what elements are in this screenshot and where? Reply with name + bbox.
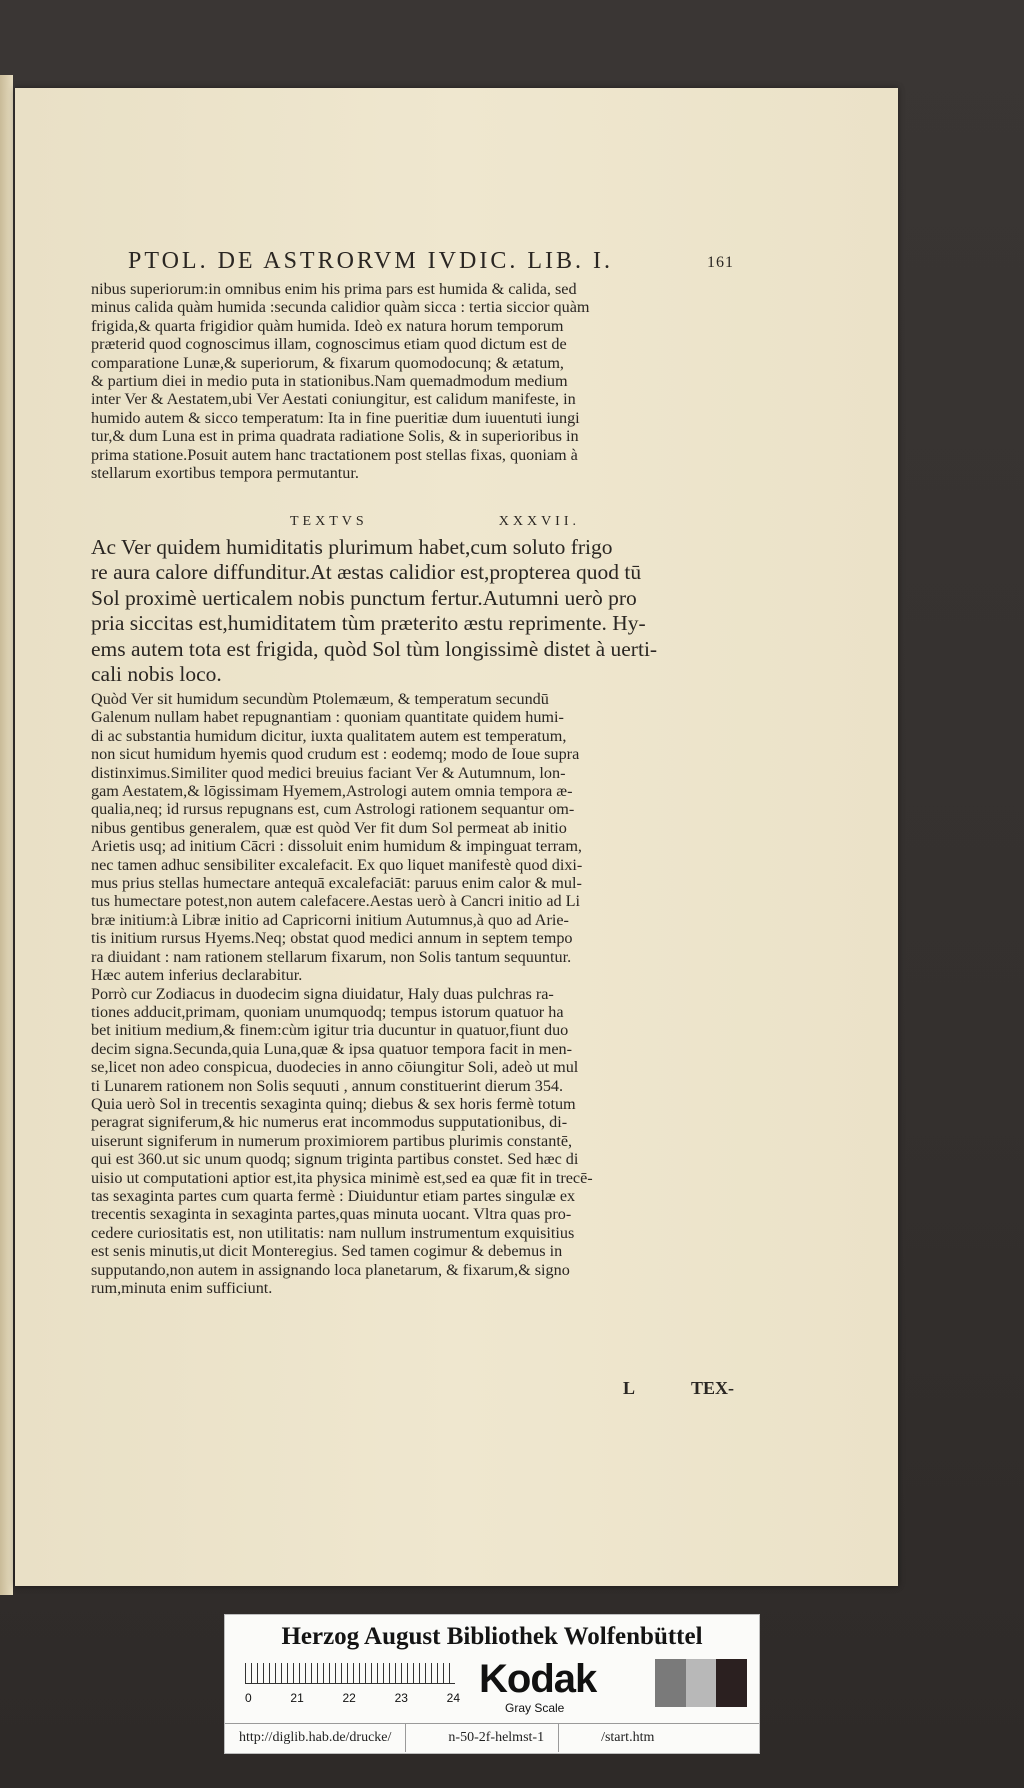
color-target-card xyxy=(224,1614,760,1754)
gray-swatch xyxy=(686,1659,717,1707)
text-line: ra diuidant : nam rationem stellarum fixarum, non Solis tantum sequuntur. xyxy=(91,947,572,966)
library-name: Herzog August Bibliothek Wolfenbüttel xyxy=(281,1623,703,1650)
brand-logo: Kodak xyxy=(479,1657,597,1701)
commentary-block-2 xyxy=(91,690,733,1297)
signature-mark: L xyxy=(623,1378,636,1398)
text-line: minus calida quàm humida :secunda calidior quàm sicca : tertia siccior quàm xyxy=(91,298,590,317)
text-line: qualia,neq; id rursus repugnans est, cum Astrologi rationem sequantur om- xyxy=(91,800,575,819)
running-head-title: PTOL. DE ASTRORVM IVDIC. LIB. I. xyxy=(128,248,613,274)
catchword: TEX- xyxy=(690,1378,734,1398)
url-separator xyxy=(558,1724,587,1752)
url-prefix: http://diglib.hab.de/drucke/ xyxy=(239,1730,392,1745)
main-text-line: pria siccitas est,humiditatem tùm præterito æstu reprimente. Hy- xyxy=(91,611,646,636)
commentary-block xyxy=(91,280,733,482)
text-line: est senis minutis,ut dicit Monteregius. Sed tamen cogimur & debemus in xyxy=(91,1242,563,1261)
url-row xyxy=(225,1723,759,1752)
text-line: nec tamen adhuc sensibiliter excalefacit. Ex quo liquet manifestè quod dixi- xyxy=(91,855,583,874)
ruler-number: 0 xyxy=(245,1691,252,1705)
text-line: qui est 360.ut sic unum quodq; signum triginta partibus constet. Sed hæc di xyxy=(91,1150,579,1169)
text-line: gam Aestatem,& lōgissimam Hyemem,Astrologi autem omnia tempora æ- xyxy=(91,782,573,801)
text-line: supputando,non autem in assignando loca planetarum, & fixarum,& signo xyxy=(91,1260,570,1279)
ruler-scale xyxy=(245,1663,455,1684)
text-line: tur,& dum Luna est in prima quadrata radiatione Solis, & in superioribus in xyxy=(91,427,579,446)
section-heading xyxy=(290,514,580,530)
main-text-line: re aura calore diffunditur.At æstas calidior est,propterea quod tū xyxy=(91,560,642,585)
text-line: humido autem & sicco temperatum: Ita in fine pueritiæ dum iuuentuti iungi xyxy=(91,408,580,427)
main-text-block xyxy=(91,535,733,687)
text-line: stellarum exortibus tempora permutantur. xyxy=(91,464,359,483)
ruler-number: 22 xyxy=(342,1691,356,1705)
url-id: n-50-2f-helmst-1 xyxy=(448,1730,545,1745)
main-text-line: cali nobis loco. xyxy=(91,662,222,687)
text-line: ti Lunarem rationem non Solis sequuti , annum constituerint dierum 354. xyxy=(91,1076,564,1095)
text-line: bet initium medium,& finem:cùm igitur tria ducuntur in quatuor,fiunt duo xyxy=(91,1021,569,1040)
text-line: bræ initium:à Libræ initio ad Capricorni initium Autumnus,à quo ad Arie- xyxy=(91,910,569,929)
text-line: peragrat signiferum,& hic numerus erat incommodus supputationibus, di- xyxy=(91,1113,568,1132)
text-line: nibus superiorum:in omnibus enim his prima pars est humida & calida, sed xyxy=(91,280,577,298)
text-line: tiones adducit,primam, quoniam unumquodq; tempus istorum quatuor ha xyxy=(91,1002,564,1021)
text-line: mus prius stellas humectare antequā excalefaciāt: paruus enim calor & mul- xyxy=(91,874,582,893)
text-line: Arietis usq; ad initium Cācri : dissoluit enim humidum & impinguat terram, xyxy=(91,837,582,856)
text-line: distinximus.Similiter quod medici breuius faciant Ver & Autumnum, lon- xyxy=(91,763,566,782)
text-line: frigida,& quarta frigidior quàm humida. Ideò ex natura horum temporum xyxy=(91,316,564,335)
section-heading-label: TEXTVS xyxy=(290,514,368,529)
text-line: non sicut humidum hyemis quod crudum est : eodemq; modo de Ioue supra xyxy=(91,745,580,764)
text-line: di ac substantia humidum dicitur, iuxta qualitatem autem est temperatum, xyxy=(91,726,567,745)
gray-swatches xyxy=(655,1659,747,1707)
text-line: tas sexaginta partes cum quarta fermè : Diuiduntur etiam partes singulæ ex xyxy=(91,1186,576,1205)
text-line: trecentis sexaginta in sexaginta partes,quas minuta uocant. Vltra quas pro- xyxy=(91,1205,572,1224)
text-line: Hæc autem inferius declarabitur. xyxy=(91,966,303,985)
text-line: nibus gentibus generalem, quæ est quòd Ver fit dum Sol permeat ab initio xyxy=(91,818,567,837)
running-head xyxy=(128,248,734,275)
ruler-number: 24 xyxy=(446,1691,460,1705)
url-separator xyxy=(405,1724,434,1752)
text-line: inter Ver & Aestatem,ubi Ver Aestati coniungitur, est calidum manifeste, in xyxy=(91,390,576,409)
text-line: tis initium rursus Hyems.Neq; obstat quod medici annum in septem tempo xyxy=(91,929,573,948)
gray-swatch xyxy=(716,1659,747,1707)
main-text-line: Ac Ver quidem humiditatis plurimum habet,cum soluto frigo xyxy=(91,535,613,559)
facing-page-edge xyxy=(0,75,13,1595)
main-text-line: Sol proximè uerticalem nobis punctum fertur.Autumni uerò pro xyxy=(91,585,637,610)
ruler-numbers xyxy=(245,1691,460,1705)
text-line: rum,minuta enim sufficiunt. xyxy=(91,1279,273,1297)
text-line: Quia uerò Sol in trecentis sexaginta quinq; diebus & sex horis fermè totum xyxy=(91,1094,576,1113)
url-suffix: /start.htm xyxy=(601,1730,655,1745)
ruler-number: 21 xyxy=(290,1691,304,1705)
section-heading-number: XXXVII. xyxy=(498,514,580,529)
text-line: Galenum nullam habet repugnantiam : quoniam quantitate quidem humi- xyxy=(91,708,564,727)
main-text-line: ems autem tota est frigida, quòd Sol tùm longissimè distet à uerti- xyxy=(91,636,658,661)
text-line: comparatione Lunæ,& superiorum, & fixarum quomodocunq; & ætatum, xyxy=(91,353,564,372)
text-line: Quòd Ver sit humidum secundùm Ptolemæum, & temperatum secundū xyxy=(91,690,549,708)
text-line: cedere curiositatis est, non utilitatis: nam nullum instrumentum exquisitius xyxy=(91,1223,575,1242)
text-line: & partium diei in medio puta in stationibus.Nam quemadmodum medium xyxy=(91,372,568,391)
text-line: prima statione.Posuit autem hanc tractationem post stellas fixas, quoniam à xyxy=(91,445,578,464)
text-line: tus humectare potest,non autem calefacere.Aestas uerò à Cancri initio ad Li xyxy=(91,892,581,911)
ruler-number: 23 xyxy=(394,1691,408,1705)
text-line: decim signa.Secunda,quia Luna,quæ & ipsa quatuor tempora facit in men- xyxy=(91,1039,572,1058)
text-line: uiserunt signiferum in numerum proximiorem partibus plurimis constantē, xyxy=(91,1131,573,1150)
page-number: 161 xyxy=(707,254,734,271)
gray-scale-label: Gray Scale xyxy=(505,1701,565,1715)
text-line: se,licet non adeo conspicua, duodecies in anno cōiungitur Soli, adeò ut mul xyxy=(91,1058,579,1077)
text-line: Porrò cur Zodiacus in duodecim signa diuidatur, Haly duas pulchras ra- xyxy=(91,984,554,1003)
text-line: uisio ut computationi aptior est,ita physica minimè est,sed ea quæ fit in trecē- xyxy=(91,1168,593,1187)
page-foot xyxy=(623,1378,734,1399)
gray-swatch xyxy=(655,1659,686,1707)
text-line: præterid quod cognoscimus illam, cognoscimus etiam quod dictum est de xyxy=(91,335,567,354)
